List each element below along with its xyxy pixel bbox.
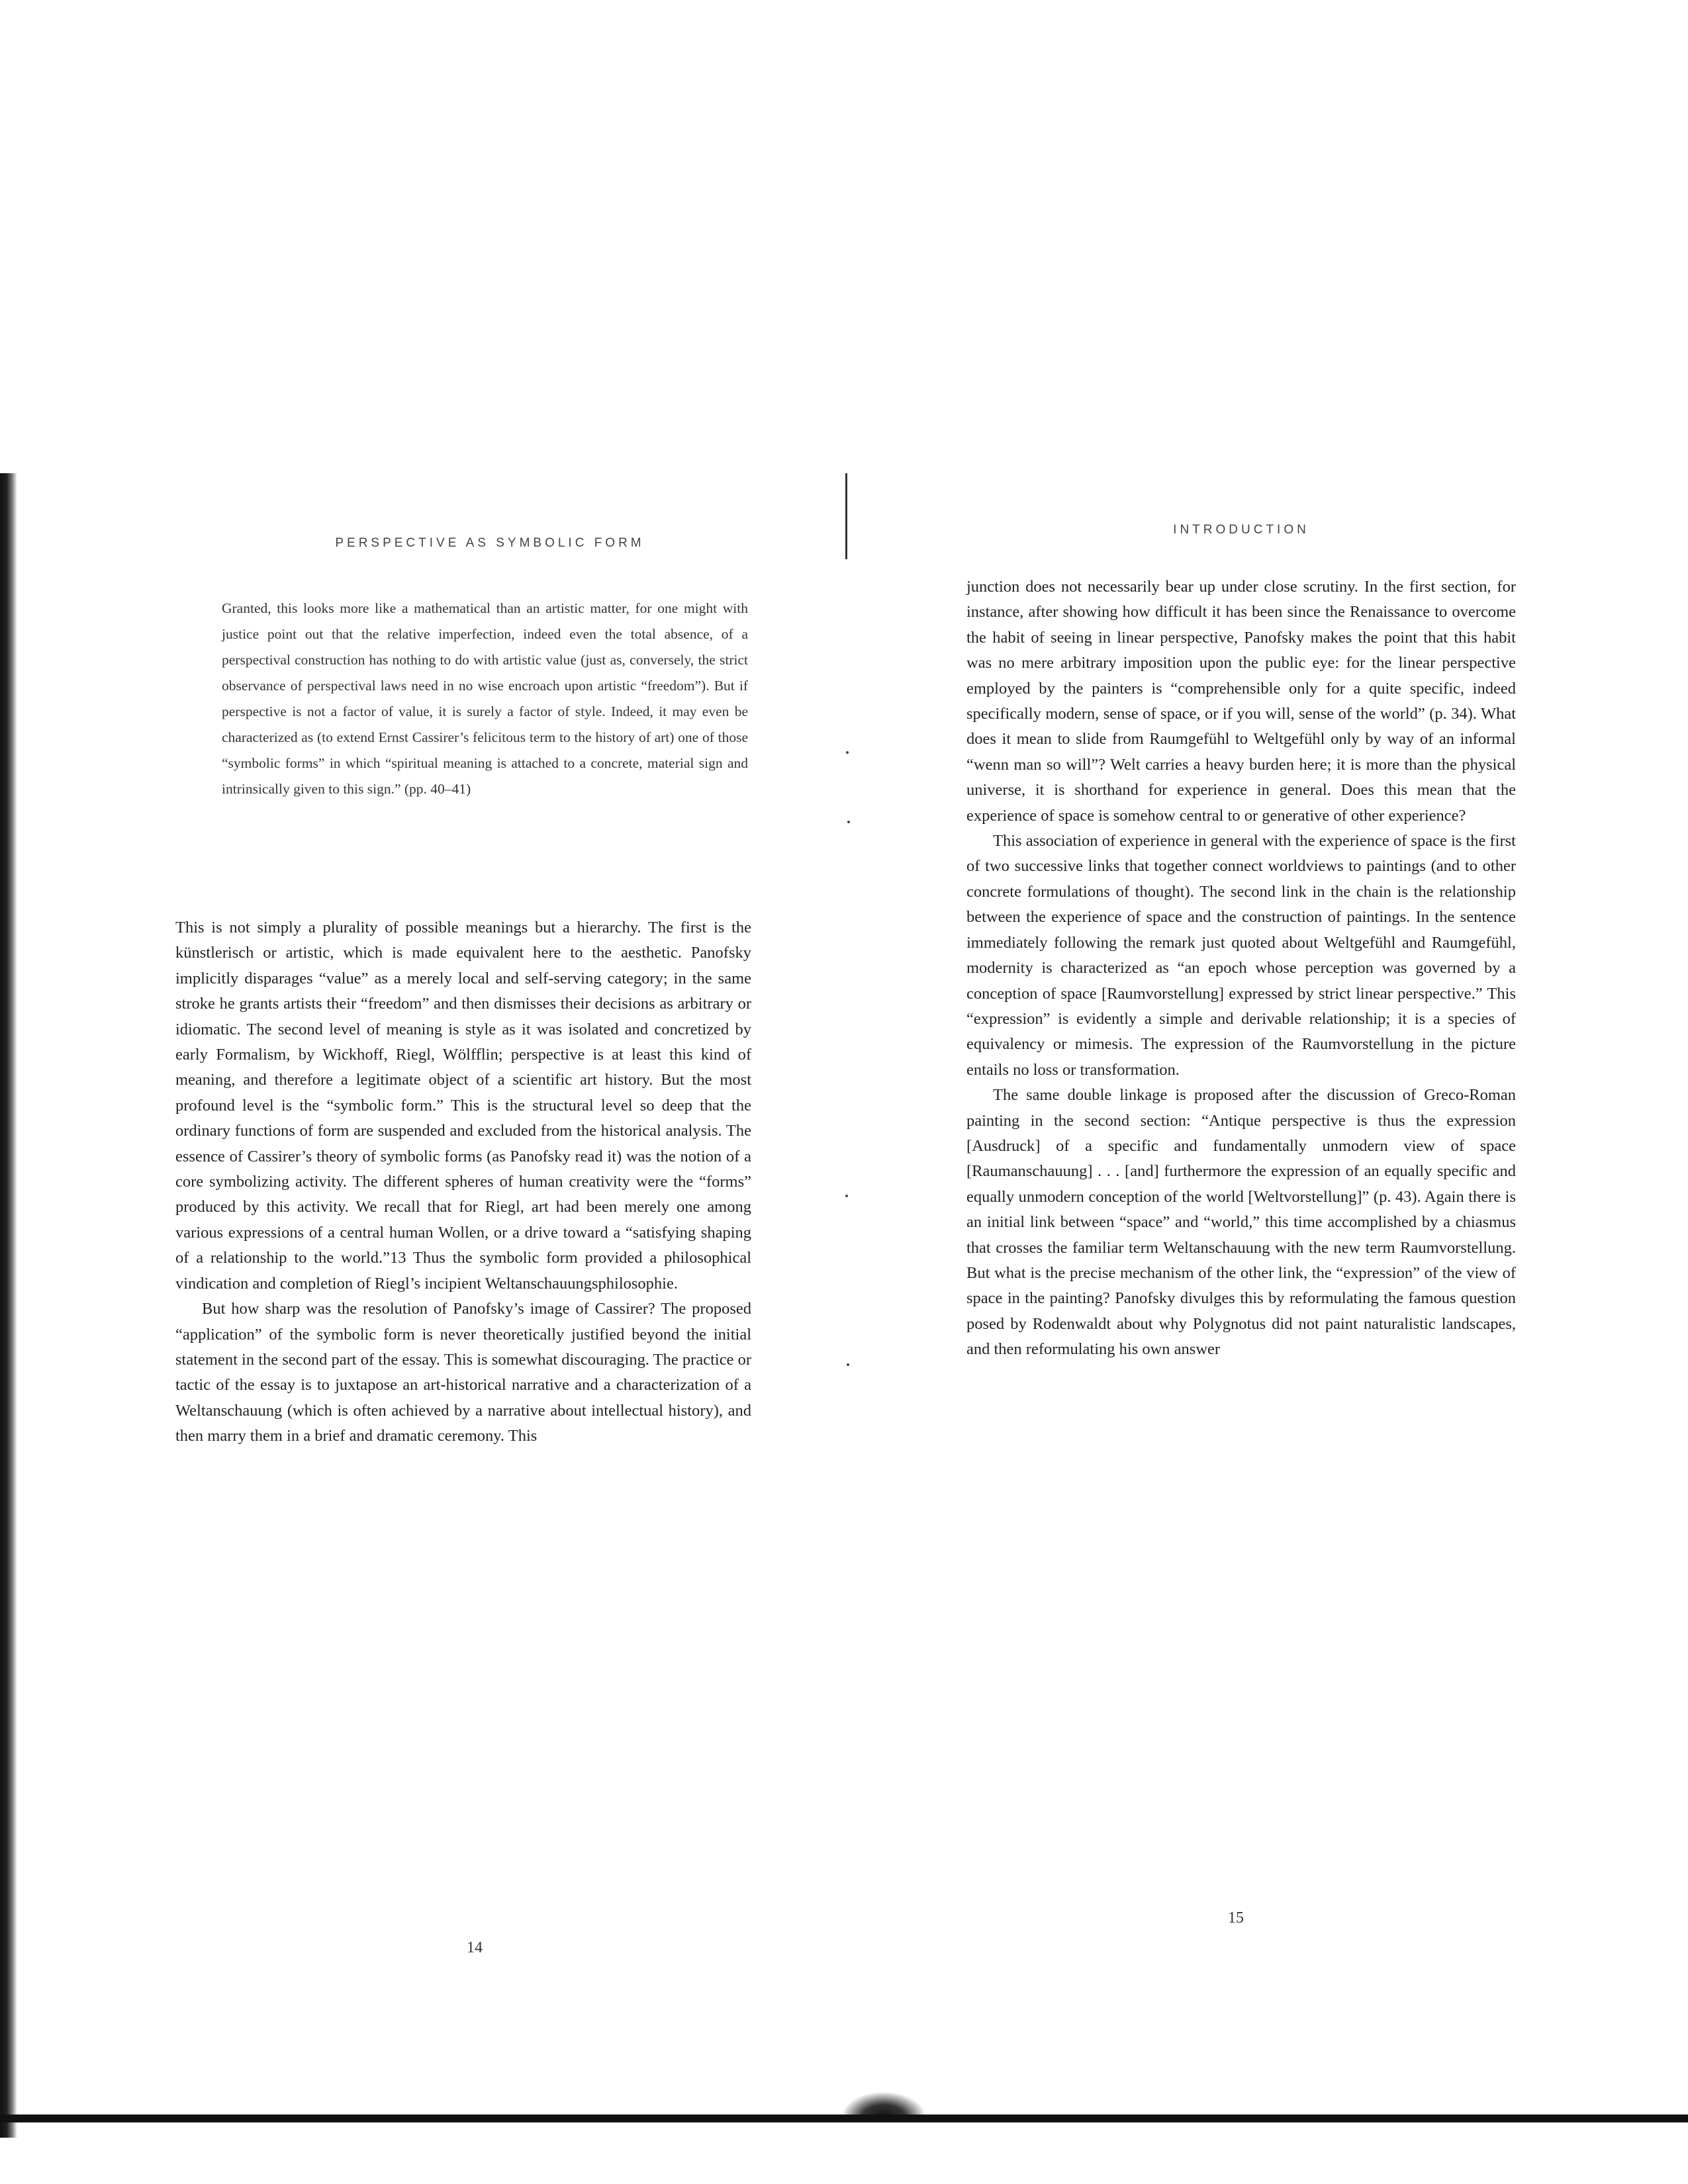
gutter-speck <box>846 751 849 754</box>
body-text <box>966 574 1516 1363</box>
page-number: 14 <box>467 1939 483 1956</box>
paragraph: But how sharp was the resolution of Panofsky’s image of Cassirer? The proposed “application” of the symbolic form is never theoretically justified beyond the initial statement in the second part of the essay. This is somewhat discouraging. The practice or tactic of the essay is to juxtapose an art-historical narrative and a characterization of a Weltanschauung (which is often achieved by a narrative about intellectual history), and then marry them in a brief and dramatic ceremony. This <box>175 1300 751 1445</box>
gutter-speck <box>847 821 850 823</box>
binding-shadow <box>0 473 17 2138</box>
paragraph: This is not simply a plurality of possible meanings but a hierarchy. The first is the künstlerisch or artistic, which is made equivalent here to the aesthetic. Panofsky implicitly disparages “value” as a merely local and self-serving category; in the same stroke he grants artists their “freedom” and then dismisses their decisions as arbitrary or idiomatic. The second level of meaning is style as it was isolated and concretized by early Formalism, by Wickhoff, Riegl, Wölfflin; perspective is at least this kind of meaning, and therefore a legitimate object of a scientific art history. But the most profound level is the “symbolic form.” This is the structural level so deep that the ordinary functions of form are suspended and excluded from the historical analysis. The essence of Cassirer’s theory of symbolic forms (as Panofsky read it) was the notion of a core symbolizing activity. The different spheres of human creativity were the “forms” produced by this activity. We recall that for Riegl, art had been merely one among various expressions of a central human Wollen, or a drive toward a “satisfying shaping of a relationship to the world.”13 Thus the symbolic form provided a philosophical vindication and completion of Riegl’s incipient Weltanschauungsphilosophie. <box>175 919 751 1293</box>
gutter-speck <box>845 1195 848 1197</box>
paragraph: The same double linkage is proposed after the discussion of Greco-Roman painting in the second section: “Antique perspective is thus the expression [Ausdruck] of a specific and fundamentally unmodern view of space [Raumanschauung] . . . [and] furthermore the expression of an equally specific and equally unmodern conception of the world [Weltvorstellung]” (p. 43). Again there is an initial link between “space” and “world,” this time accomplished by a chiasmus that crosses the familiar term Weltanschauung with the new term Raumvorstellung. But what is the precise mechanism of the other link, the “expression” of the view of space in the painting? Panofsky divulges this by reformulating the famous question posed by Rodenwaldt about why Polygnotus did not paint naturalistic landscapes, and then reformulating his own answer <box>966 1086 1516 1359</box>
block-quote: Granted, this looks more like a mathematical than an artistic matter, for one might with justice point out that the relative imperfection, indeed even the total absence, of a perspectival construction has nothing to do with artistic value (just as, conversely, the strict observance of perspectival laws need in no wise encroach upon artistic “freedom”). But if perspective is not a factor of value, it is surely a factor of style. Indeed, it may even be characterized as (to extend Ernst Cassirer’s felicitous term to the history of art) one of those “symbolic forms” in which “spiritual meaning is attached to a concrete, material sign and intrinsically given to this sign.” (pp. 40–41) <box>222 600 748 797</box>
body-text <box>175 915 751 1449</box>
paragraph: This association of experience in general with the experience of space is the first of two successive links that together connect worldviews to paintings (and to other concrete formulations of thought). The second link in the chain is the relationship between the experience of space and the construction of paintings. In the sentence immediately following the remark just quoted about Weltgefühl and Raumgefühl, modernity is characterized as “an epoch whose perception was governed by a conception of space [Raumvorstellung] expressed by strict linear perspective.” This “expression” is evidently a simple and derivable relationship; it is a species of equivalency or mimesis. The expression of the Raumvorstellung in the picture entails no loss or transformation. <box>966 832 1516 1079</box>
scan-bottom-edge <box>0 2115 1688 2122</box>
page-number: 15 <box>1228 1909 1244 1927</box>
running-head: PERSPECTIVE AS SYMBOLIC FORM <box>335 536 645 550</box>
paragraph: junction does not necessarily bear up under close scrutiny. In the first section, for instance, after showing how difficult it has been since the Renaissance to overcome the habit of seeing in linear perspective, Panofsky makes the point that this habit was no mere arbitrary imposition upon the public eye: for the linear perspective employed by the painters is “comprehensible only for a quite specific, indeed specifically modern, sense of space, or if you will, sense of the world” (p. 34). What does it mean to slide from Raumgefühl to Weltgefühl only by way of an informal “wenn man so will”? Welt carries a heavy burden here; it is more than the physical universe, it is shorthand for experience in general. Does this mean that the experience of space is somehow central to or generative of other experience? <box>966 578 1516 825</box>
running-head: INTRODUCTION <box>1173 523 1309 537</box>
scan-smudge <box>841 2091 927 2118</box>
gutter-speck <box>847 1363 849 1366</box>
gutter-mark <box>845 473 847 559</box>
